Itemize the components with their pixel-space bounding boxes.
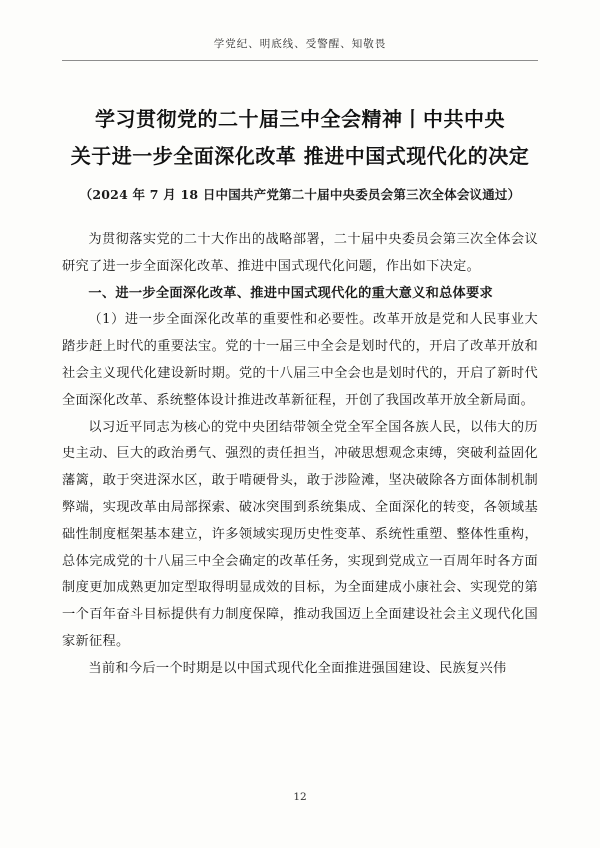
title-line-2: 关于进一步全面深化改革 推进中国式现代化的决定 xyxy=(70,144,530,168)
title-line-1: 学习贯彻党的二十届三中全会精神丨中共中央 xyxy=(95,107,505,131)
section-heading-1: 一、进一步全面深化改革、推进中国式现代化的重大意义和总体要求 xyxy=(88,285,494,301)
paragraph-intro: 为贯彻落实党的二十大作出的战略部署，二十届中央委员会第三次全体会议研究了进一步全面深化改革、推进中国式现代化问题，作出如下决定。 xyxy=(62,232,538,274)
running-header xyxy=(62,0,538,61)
page-number: 12 xyxy=(293,791,307,803)
document-body xyxy=(62,227,538,683)
document-title xyxy=(62,101,538,175)
page-content-area xyxy=(62,0,538,848)
paragraph-2: 以习近平同志为核心的党中央团结带领全党全军全国各族人民，以伟大的历史主动、巨大的政治勇气、强烈的责任担当，冲破思想观念束缚，突破利益固化藩篱，敢于突进深水区，敢于啃硬骨头，敢于涉险滩，坚决破除各方面体制机制弊端，实现改革由局部探索、破冰突围到系统集成、全面深化的转变，各领域基础性制度框架基本建立，许多领域实现历史性变革、系统性重塑、整体性重构，总体完成党的十八届三中全会确定的改革任务，实现到党成立一百周年时各方面制度更加成熟更加定型取得明显成效的目标，为全面建成小康社会、实现党的第一个百年奋斗目标提供有力制度保障，推动我国迈上全面建设社会主义现代化国家新征程。 xyxy=(62,419,538,649)
document-subtitle: （2024 年 7 月 18 日中国共产党第二十届中央委员会第三次全体会议通过） xyxy=(79,187,521,202)
page-footer xyxy=(0,785,600,804)
paragraph-3: 当前和今后一个时期是以中国式现代化全面推进强国建设、民族复兴伟 xyxy=(88,660,507,676)
running-header-text: 学党纪、明底线、受警醒、知敬畏 xyxy=(213,38,387,50)
paragraph-1: （1）进一步全面深化改革的重要性和必要性。改革开放是党和人民事业大踏步赶上时代的重要法宝。党的十一届三中全会是划时代的，开启了改革开放和社会主义现代化建设新时期。党的十八届三中全会也是划时代的，开启了新时代全面深化改革、系统整体设计推进改革新征程，开创了我国改革开放全新局面。 xyxy=(62,312,538,408)
header-divider xyxy=(62,60,538,61)
